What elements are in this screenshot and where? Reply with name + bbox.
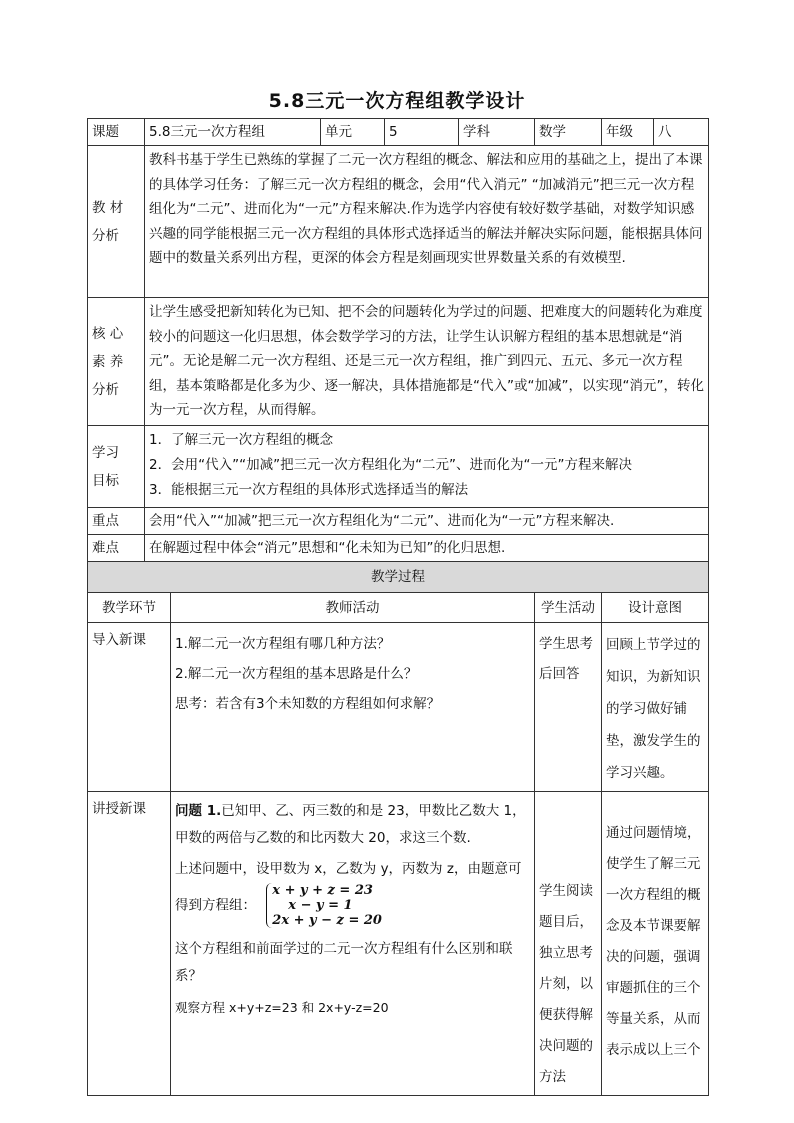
question-text: 这个方程组和前面学过的二元一次方程组有什么区别和联系？ [175,941,513,984]
key-label: 重点 [88,508,145,535]
intro-stage: 导入新课 [88,623,171,792]
goal-item: 3．能根据三元一次方程组的具体形式选择适当的解法 [149,482,469,498]
equation-1: x + y + z = 23 [272,883,373,898]
new-student: 学生阅读题目后，独立思考片刻，以便获得解决问题的方法 [535,792,602,1096]
new-stage: 讲授新课 [88,792,171,1096]
lesson-plan-table [87,118,709,1096]
label-unit: 单元 [321,119,385,146]
new-teacher [171,792,535,1096]
unit-value: 5 [385,119,459,146]
material-label: 教 材 分析 [88,146,145,298]
intro-teacher [171,623,535,792]
setup-text: 上述问题中，设甲数为 x，乙数为 y，丙数为 z，由题意可得到方程组： [175,861,522,914]
topic-value: 5.8三元一次方程组 [145,119,321,146]
equation-system [266,883,382,928]
grade-value: 八 [654,119,709,146]
problem-text: 已知甲、乙、丙三数的和是 23，甲数比乙数大 1，甲数的两倍与乙数的和比丙数大 20，求这三个数. [175,803,526,846]
label-topic: 课题 [88,119,145,146]
intro-question: 2.解二元一次方程组的基本思路是什么？ [175,666,418,682]
material-text: 教科书基于学生已熟练的掌握了二元一次方程组的概念、解法和应用的基础之上，提出了本课的具体学习任务：了解三元一次方程组的概念，会用“代入消元” “加减消元”把三元一次方程组化为“二元”、进而化为“一元”方程来解决.作为选学内容使有较好数学基础，对数学知识感兴趣的同学能根据三元一次方程组的具体形式选择适当的解法并解决实际问题，能根据具体问题中的数量关系列出方程，更深的体会方程是刻画现实世界数量关系的有效模型. [145,146,709,298]
column-intent: 设计意图 [602,593,709,623]
new-intent: 通过问题情境，使学生了解三元一次方程组的概念及本节课要解决的问题，强调审题抓住的三个等量关系，从而表示成以上三个 [602,792,709,1096]
subject-value: 数学 [535,119,602,146]
difficulty-text: 在解题过程中体会“消元”思想和“化未知为已知”的化归思想. [145,535,709,562]
column-teacher: 教师活动 [171,593,535,623]
key-text: 会用“代入”“加减”把三元一次方程组化为“二元”、进而化为“一元”方程来解决. [145,508,709,535]
observe-text: 观察方程 x+y+z=23 和 2x+y-z=20 [175,1000,389,1015]
page-title: 5.8三元一次方程组教学设计 [268,90,526,112]
equation-3: 2x + y − z = 20 [272,913,382,928]
core-text: 让学生感受把新知转化为已知、把不会的问题转化为学过的问题、把难度大的问题转化为难度较小的问题这一化归思想，体会数学学习的方法，让学生认识解方程组的基本思想就是“消元”。无论是解二元一次方程组、还是三元一次方程组，推广到四元、五元、多元一次方程组，基本策略都是化多为少、逐一解决，具体措施都是“代入”或“加减”，以实现“消元”，转化为一元一次方程，从而得解。 [145,298,709,426]
goal-list [145,426,709,508]
column-stage: 教学环节 [88,593,171,623]
intro-intent: 回顾上节学过的知识，为新知识的学习做好铺垫，激发学生的学习兴趣。 [602,623,709,792]
label-grade: 年级 [602,119,654,146]
intro-question: 思考：若含有3个未知数的方程组如何求解？ [175,696,441,712]
intro-student: 学生思考后回答 [535,623,602,792]
label-subject: 学科 [459,119,535,146]
goal-item: 2．会用“代入”“加减”把三元一次方程组化为“二元”、进而化为“一元”方程来解决 [149,457,633,473]
goal-item: 1．了解三元一次方程组的概念 [149,432,334,448]
difficulty-label: 难点 [88,535,145,562]
equation-2: x − y = 1 [288,898,353,913]
process-header: 教学过程 [88,562,709,593]
goal-label: 学习 目标 [88,426,145,508]
core-label: 核 心 素 养 分析 [88,298,145,426]
column-student: 学生活动 [535,593,602,623]
intro-question: 1.解二元一次方程组有哪几种方法？ [175,636,391,652]
problem-label: 问题 1. [175,803,222,819]
